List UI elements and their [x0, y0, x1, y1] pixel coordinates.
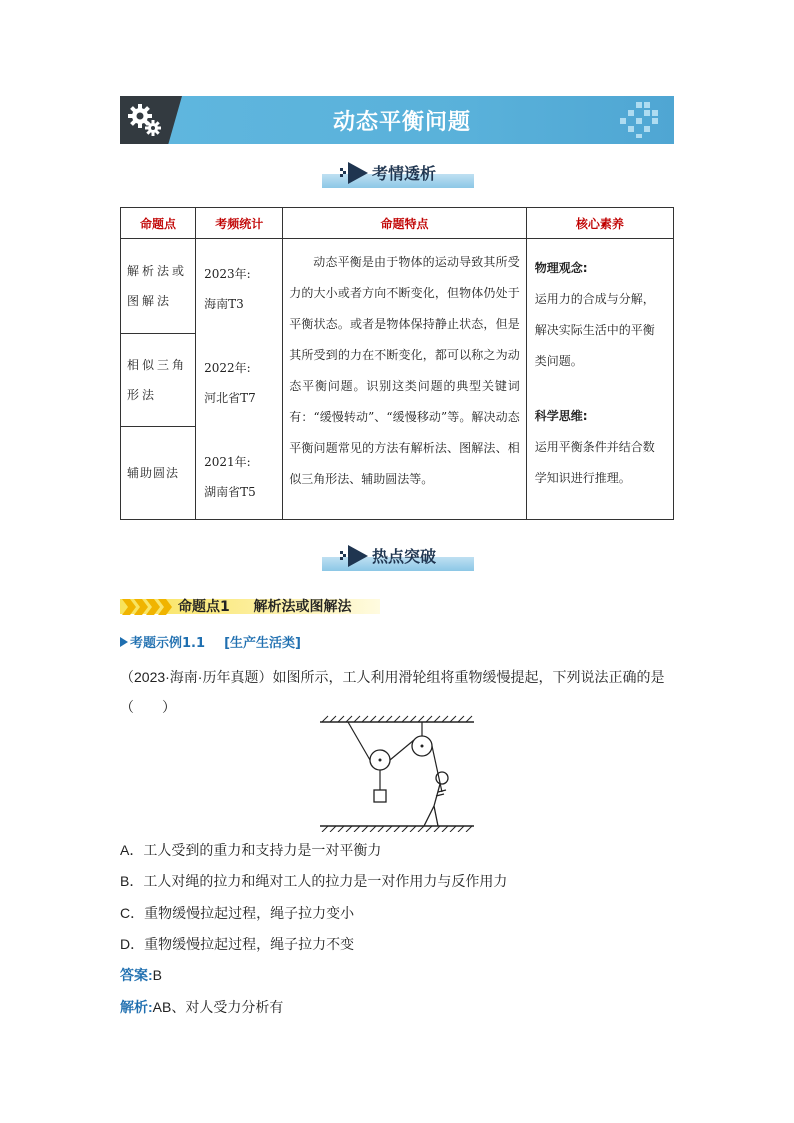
chevrons-icon [122, 599, 176, 615]
table-header: 核心素养 [526, 208, 673, 239]
freq-year: 2022年: [204, 361, 251, 375]
analysis-line [120, 997, 283, 1017]
table-cell [526, 239, 673, 520]
point-text: 解析法或图解法 [127, 264, 188, 308]
freq-year: 2021年: [204, 455, 251, 469]
section-title: 热点突破 [372, 547, 437, 566]
option-c: C．重物缓慢拉起过程，绳子拉力变小 [120, 905, 355, 921]
analysis-label: 解析: [120, 999, 153, 1015]
core-title: 科学思维: [534, 409, 588, 423]
table-cell [121, 334, 196, 427]
point-text: 相似三角形法 [127, 358, 188, 402]
table-header: 考频统计 [196, 208, 283, 239]
table-row [121, 239, 674, 334]
table-cell [121, 239, 196, 334]
table-header: 命题特点 [283, 208, 526, 239]
answer-label: 答案: [120, 967, 153, 983]
play-flag-icon [340, 160, 370, 186]
freq-year: 2023年: [204, 267, 251, 281]
section-title: 考情透析 [372, 164, 437, 183]
table-header: 命题点 [121, 208, 196, 239]
table-header-row [121, 208, 674, 239]
hotpoint-label: 命题点1 [178, 599, 230, 615]
core-text: 运用力的合成与分解，解决实际生活中的平衡类问题。 [534, 292, 655, 368]
option-a: A．工人受到的重力和支持力是一对平衡力 [120, 842, 382, 858]
example-label: 考题示例1.1 [130, 636, 206, 651]
title-banner [120, 96, 674, 144]
play-flag-icon [340, 543, 370, 569]
answer-value: B [152, 967, 163, 983]
core-text: 运用平衡条件并结合数学知识进行推理。 [534, 440, 655, 485]
table-cell [121, 427, 196, 520]
hotpoint-name: 解析法或图解法 [253, 599, 352, 615]
freq-item: 湖南省T5 [204, 485, 256, 499]
option-d: D．重物缓慢拉起过程，绳子拉力不变 [120, 936, 355, 952]
hotpoint-title [178, 596, 352, 616]
table-cell [283, 239, 526, 520]
section-analysis-heading [322, 158, 474, 190]
gear-icon [126, 102, 166, 138]
exam-analysis-table [120, 207, 674, 520]
section-hot-heading [322, 541, 474, 573]
page-title: 动态平衡问题 [332, 110, 471, 135]
hotpoint-heading [120, 596, 380, 616]
freq-item: 河北省T7 [204, 391, 256, 405]
analysis-value: AB、对人受力分析有 [152, 999, 284, 1015]
feature-text: 动态平衡是由于物体的运动导致其所受力的大小或者方向不断变化，但物体仍处于平衡状态。或者是物体保持静止状态，但是其所受到的力在不断变化，都可以称之为动态平衡问题。识别这类问题的典型关键词有：“缓慢转动”、“缓慢移动”等。解决动态平衡问题常见的方法有解析法、图解法、相似三角形法、辅助圆法等。 [289, 255, 520, 486]
question-text: （2023·海南·历年真题）如图所示，工人利用滑轮组将重物缓慢提起，下列说法正确的是（ ） [120, 669, 665, 715]
triangle-icon [120, 637, 128, 647]
freq-item: 海南T3 [204, 297, 244, 311]
core-title: 物理观念: [534, 261, 588, 275]
table-cell [196, 239, 283, 520]
pulley-figure [318, 714, 478, 832]
point-text: 辅助圆法 [127, 466, 180, 480]
example-tag: [生产生活类] [224, 636, 301, 651]
pixel-decoration-icon [606, 100, 666, 140]
example-heading [120, 632, 301, 651]
option-b: B．工人对绳的拉力和绳对工人的拉力是一对作用力与反作用力 [120, 873, 508, 889]
answer-line [120, 965, 162, 985]
